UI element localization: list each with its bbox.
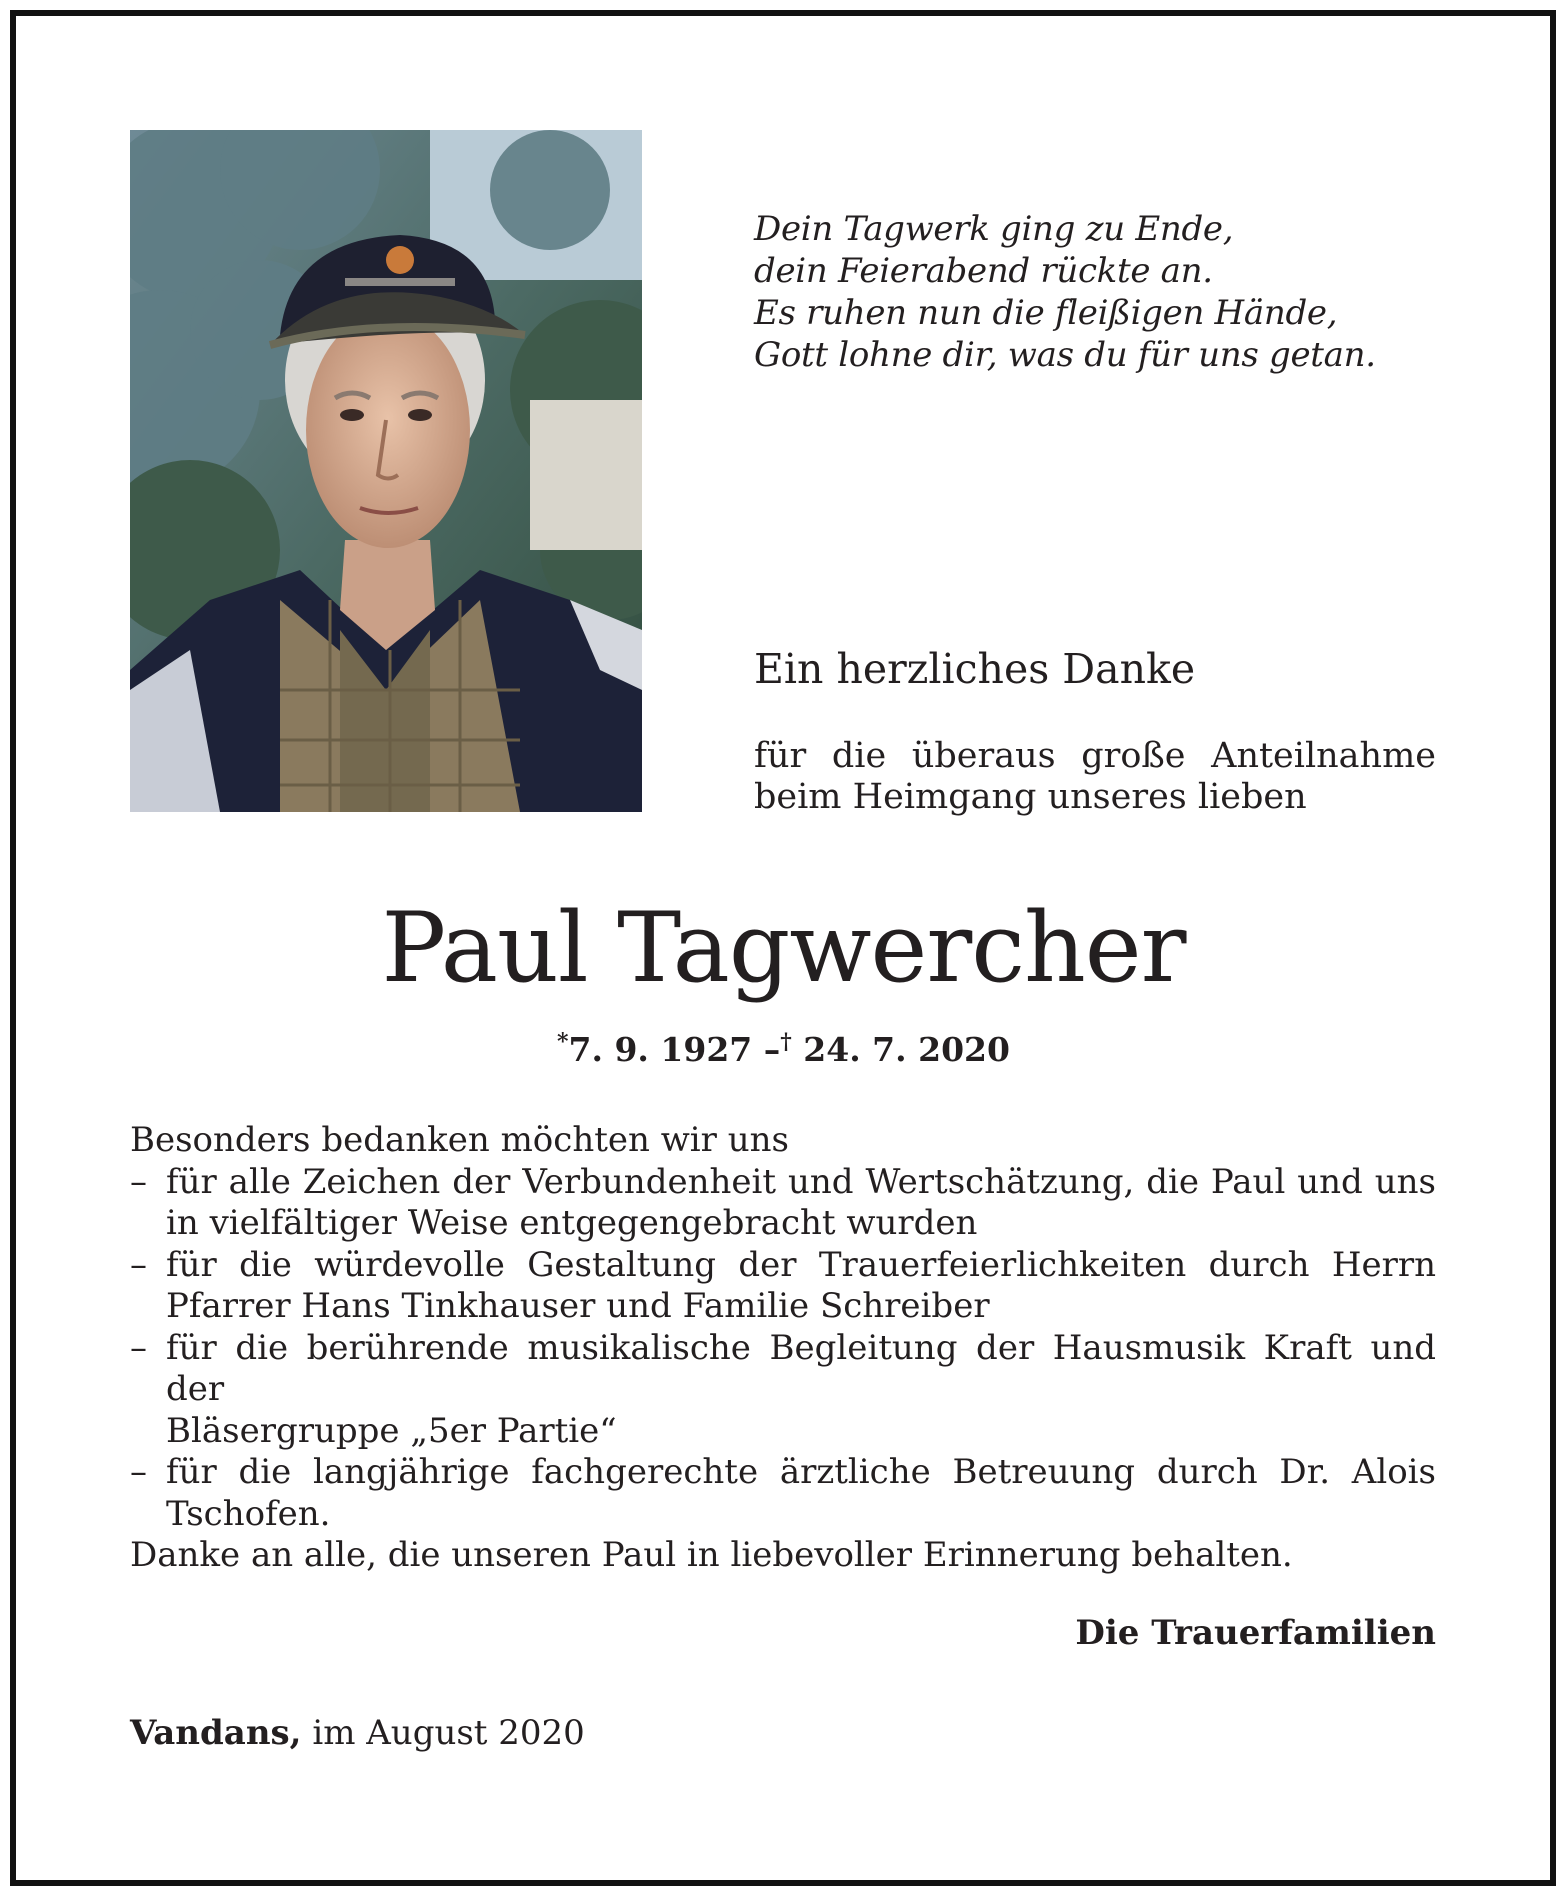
list-item-line: für die langjährige fachgerechte ärztliche Betreuung durch Dr. Alois xyxy=(166,1452,1436,1492)
death-cross-icon: † xyxy=(780,1029,792,1055)
memorial-poem xyxy=(754,208,1454,376)
list-item-line: in vielfältiger Weise entgegengebracht wurden xyxy=(166,1203,978,1243)
place-town: Vandans, xyxy=(130,1713,302,1753)
dash-bullet: – xyxy=(130,1327,147,1368)
list-item xyxy=(130,1328,1436,1453)
acknowledgement-text xyxy=(130,1120,1436,1577)
thanks-line: für die überaus große Anteilnahme xyxy=(754,736,1436,776)
dash-bullet: – xyxy=(130,1244,147,1285)
dash-bullet: – xyxy=(130,1452,147,1492)
list-item xyxy=(130,1245,1436,1328)
poem-line: Es ruhen nun die fleißigen Hände, xyxy=(754,293,1338,333)
deceased-name: Paul Tagwercher xyxy=(381,892,1186,1004)
dash-bullet: – xyxy=(130,1161,147,1202)
birth-star-icon: * xyxy=(557,1029,569,1055)
list-item-line: für alle Zeichen der Verbundenheit und Wertschätzung, die Paul und uns xyxy=(166,1161,1436,1202)
place-and-date xyxy=(130,1712,585,1754)
list-item-line: für die berührende musikalische Begleitung der Hausmusik Kraft und der xyxy=(166,1327,1436,1409)
thanks-text xyxy=(754,736,1436,818)
death-date: 24. 7. 2020 xyxy=(803,1030,1010,1069)
signature: Die Trauerfamilien xyxy=(1075,1613,1436,1653)
list-item-line: Pfarrer Hans Tinkhauser und Familie Schreiber xyxy=(166,1286,990,1326)
list-item-line: Bläsergruppe „5er Partie“ xyxy=(166,1410,617,1451)
thanks-line: beim Heimgang unseres lieben xyxy=(754,777,1307,817)
poem-line: dein Feierabend rückte an. xyxy=(754,251,1213,291)
date-separator: – xyxy=(763,1030,781,1069)
portrait-photo xyxy=(130,130,642,812)
portrait-image xyxy=(130,130,642,812)
list-item-line: Tschofen. xyxy=(166,1493,331,1534)
acknowledgement-intro: Besonders bedanken möchten wir uns xyxy=(130,1120,789,1160)
acknowledgement-closing: Danke an alle, die unseren Paul in liebevoller Erinnerung behalten. xyxy=(130,1535,1293,1575)
list-item xyxy=(130,1162,1436,1245)
life-dates xyxy=(0,1022,1567,1070)
thanks-heading: Ein herzliches Danke xyxy=(754,645,1196,693)
list-item-line: für die würdevolle Gestaltung der Trauerfeierlichkeiten durch Herrn xyxy=(166,1244,1436,1285)
birth-date: 7. 9. 1927 xyxy=(568,1030,753,1069)
poem-line: Gott lohne dir, was du für uns getan. xyxy=(754,335,1376,375)
poem-line: Dein Tagwerk ging zu Ende, xyxy=(754,209,1234,249)
place-date: im August 2020 xyxy=(312,1713,585,1753)
list-item xyxy=(130,1452,1436,1535)
